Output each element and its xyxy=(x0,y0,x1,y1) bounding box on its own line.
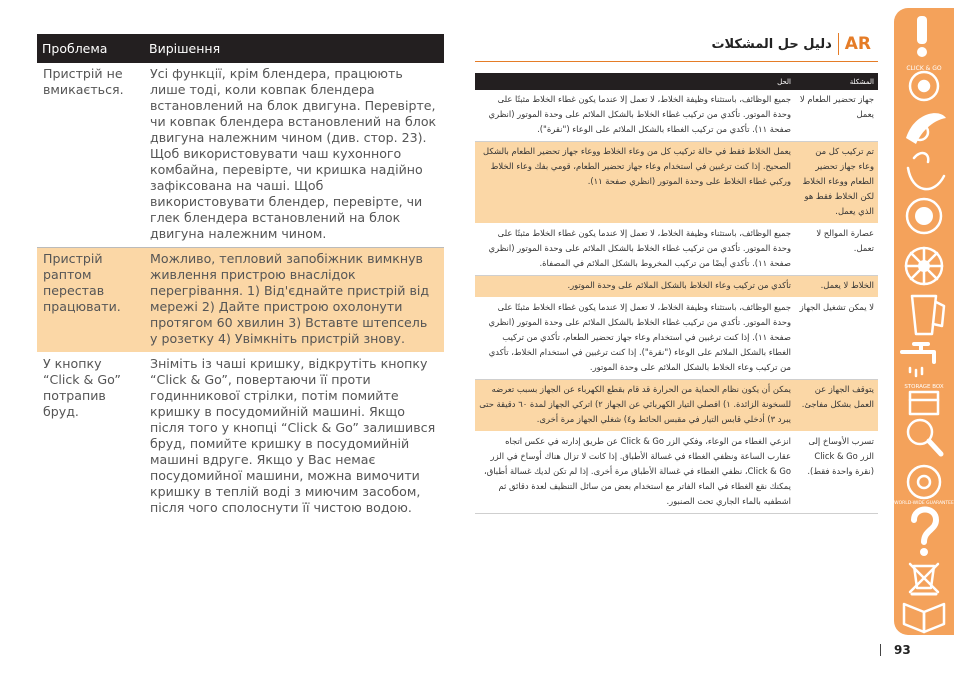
book-icon xyxy=(904,604,944,632)
table-row xyxy=(475,432,878,514)
table-row xyxy=(475,224,878,276)
ar-problem-cell: الخلاط لا يعمل. xyxy=(795,276,878,298)
ar-solution-cell: انزعي الغطاء من الوعاء، وفكي الزر Click & Go عن طريق إدارته في عكس اتجاه عقارب الساعة ونظفي الغطاء في غسالة الأطباق. إذا كانت لا تزال هناك أوساخ في الزر Click & Go، نظفي الغطاء في غسالة الأطباق مرة أخرى. إذا لم تكن لديك غسالة أطباق، يمكنك نقع الغطاء في الماء الفاتر مع استخدام بعض من سائل التنظيف لعدة دقائق ثم اشطفيه بالماء الجاري تحت الصنبور. xyxy=(475,432,795,514)
fruit-icon xyxy=(908,153,944,189)
ar-solution-cell: يمكن أن يكون نظام الحماية من الحرارة قد قام بقطع الكهرباء عن الجهاز بسبب تعرضه للسخونة الزائدة. ١) افصلي التيار الكهربائي عن الجهاز ٢) اتركي الجهاز لمدة ٦٠ دقيقة حتى يبرد ٣) أدخلي قابس التيار في مقبس الحائط و٤) شغلي الجهاز مرة أخرى. xyxy=(475,380,795,432)
ar-problem-cell: عصارة الموالح لا تعمل. xyxy=(795,224,878,276)
citrus-icon xyxy=(907,199,941,233)
blade-icon xyxy=(906,113,946,144)
ar-problem-cell: تسرب الأوساخ إلى الزر Click & Go (نقرة واحدة فقط). xyxy=(795,432,878,514)
ar-table-header xyxy=(475,73,878,90)
ar-header-solution: الحل xyxy=(475,73,795,90)
ar-solution-cell: جميع الوظائف، باستثناء وظيفة الخلاط، لا تعمل إلا عندما يكون غطاء الخلاط مثبتًا على وحدة الموتور. تأكدي من تركيب غطاء الخلاط بالشكل الملائم على وحدة الموتور (انظري صفحة ١١). تأكدي أيضًا من تركيب المخروط بالشكل الملائم في المصفاة. xyxy=(475,224,795,276)
page-number-divider xyxy=(880,644,881,656)
ar-solution-cell: جميع الوظائف، باستثناء وظيفة الخلاط، لا تعمل إلا عندما يكون غطاء الخلاط مثبتًا على وحدة الموتور. تأكدي من تركيب غطاء الخلاط بالشكل الملائم على وحدة الموتور (انظري صفحة ١١). تأكدي من تركيب الغطاء بالشكل الملائم على الوعاء ("نقرة"). xyxy=(475,90,795,142)
table-row xyxy=(475,380,878,432)
table-row xyxy=(37,63,444,248)
uk-problem-cell: Пристрій не вмикається. xyxy=(37,63,144,248)
page-number-text: 93 xyxy=(894,643,911,657)
blender-jar-icon xyxy=(912,296,944,334)
ar-problem-cell: لا يمكن تشغيل الجهاز xyxy=(795,298,878,380)
ar-solution-cell: جميع الوظائف، باستثناء وظيفة الخلاط، لا تعمل إلا عندما يكون غطاء الخلاط مثبتًا على وحدة الموتور. تأكدي من تركيب غطاء الخلاط بالشكل الملائم على وحدة الموتور (انظري صفحة ١١). إذا كنت ترغبين في استخدام وعاء جهاز تحضير الطعام، تأكدي من تركيب الغطاء بالشكل الملائم على الوعاء ("نقرة"). إذا كنت ترغبين في استخدام الخلاط، تأكدي من تركيب وعاء الخلاط بالشكل الملائم على وحدة الموتور. xyxy=(475,298,795,380)
ar-title-rule xyxy=(475,61,878,62)
click-go-label: CLICK & GO xyxy=(906,65,942,72)
table-row xyxy=(475,90,878,142)
title-divider xyxy=(838,33,839,55)
uk-solution-cell: Усі функції, крім блендера, працюють лише тоді, коли ковпак блендера встановлений на блок двигуна. Перевірте, чи ковпак блендера встановлений на блок двигуна належним чином (див. стор. 23). Щоб використовувати чаш кухонного комбайна, перевірте, чи кришка надійно зафіксована на чаші. Щоб використовувати блендер, перевірте, чи глек блендера встановлений на блок двигуна належним чином. xyxy=(144,63,444,248)
table-row xyxy=(475,276,878,298)
uk-header-solution: Вирішення xyxy=(144,34,444,63)
ar-problem-cell: تم تركيب كل من وعاء جهاز تحضير الطعام ووعاء الخلاط لكن الخلاط فقط هو الذي يعمل. xyxy=(795,142,878,224)
question-icon xyxy=(914,510,936,557)
disposal-bin-icon xyxy=(910,564,938,594)
table-row xyxy=(37,248,444,353)
uk-solution-cell: Зніміть із чаші кришку, відкрутіть кнопку “Click & Go”, повертаючи її проти годинникової стрілки, потім помийте кришку в посудомийній машині. Якщо після того у кнопці “Click & Go” залишився бруд, помийте кришку в посудомийній машині вдруге. Якщо у Вас немає посудомийної машини, можна вимочити кришку в теплій воді з миючим засобом, після чого сполоснути її чистою водою. xyxy=(144,353,444,522)
guarantee-label: WORLD-WIDE GUARANTEE xyxy=(894,501,954,506)
ar-header-problem: المشكلة xyxy=(795,73,878,90)
uk-troubleshooting-table xyxy=(37,34,444,522)
storage-box-icon xyxy=(904,384,944,414)
click-and-go-icon xyxy=(906,65,942,100)
ar-problem-cell: يتوقف الجهاز عن العمل بشكل مفاجئ. xyxy=(795,380,878,432)
ar-problem-cell: جهاز تحضير الطعام لا يعمل xyxy=(795,90,878,142)
storage-label: STORAGE BOX xyxy=(904,384,944,390)
worldwide-guarantee-icon xyxy=(894,466,954,506)
ar-solution-cell: تأكدي من تركيب وعاء الخلاط بالشكل الملائم على وحدة الموتور. xyxy=(475,276,795,298)
exclamation-icon xyxy=(917,16,927,57)
page-number xyxy=(880,643,911,657)
flower-disc-icon xyxy=(906,248,942,284)
magnifier-icon xyxy=(908,420,941,454)
ar-title-text: دليل حل المشكلات xyxy=(711,36,832,52)
uk-problem-cell: Пристрій раптом перестав працювати. xyxy=(37,248,144,353)
table-row xyxy=(475,298,878,380)
table-row xyxy=(475,142,878,224)
language-code: AR xyxy=(844,34,871,54)
ar-section-title xyxy=(711,32,871,56)
ar-troubleshooting-table xyxy=(475,73,878,514)
uk-header-problem: Проблема xyxy=(37,34,144,63)
tap-icon xyxy=(902,344,934,376)
table-row xyxy=(37,353,444,522)
chapter-sidebar xyxy=(894,8,954,635)
uk-table-header xyxy=(37,34,444,63)
uk-solution-cell: Можливо, тепловий запобіжник вимкнув живлення пристрою внаслідок перегрівання. 1) Від'єднайте пристрій від мережі 2) Дайте пристрою охолонути протягом 60 хвилин 3) Вставте штепсель у розетку 4) Увімкніть пристрій знову. xyxy=(144,248,444,353)
ar-solution-cell: يعمل الخلاط فقط في حالة تركيب كل من وعاء الخلاط ووعاء جهاز تحضير الطعام بالشكل الصحيح. إذا كنت ترغبين في استخدام وعاء جهاز تحضير الطعام، قومي بفك وعاء الخلاط وركبي غطاء الخلاط على وحدة الموتور (انظري صفحة ١١). xyxy=(475,142,795,224)
uk-problem-cell: У кнопку “Click & Go” потрапив бруд. xyxy=(37,353,144,522)
